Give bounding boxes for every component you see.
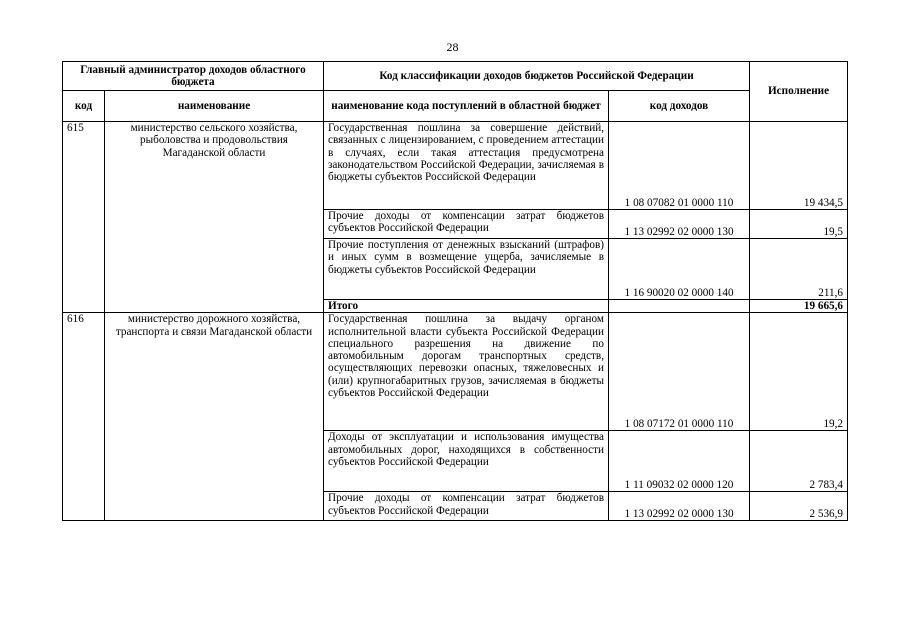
header-income-name: наименование кода поступлений в областной бюджет [324,91,609,122]
total-label: Итого [324,300,609,313]
amount: 2 783,4 [750,431,848,492]
income-description: Прочие поступления от денежных взысканий (штрафов) и иных сумм в возмещение ущерба, зачисляемые в бюджеты субъектов Российской Федерации [324,239,609,300]
income-code: 1 16 90020 02 0000 140 [609,239,750,300]
total-amount: 19 665,6 [750,300,848,313]
header-income-code: код доходов [609,91,750,122]
header-code: код [63,91,105,122]
header-name: наименование [105,91,324,122]
income-description: Государственная пошлина за выдачу органом исполнительной власти субъекта Российской Федерации специального разрешения на движение по автомобильным дорогам транспортных средств, осуществляющих перевозки опасных, тяжеловесных и (или) крупногабаритных грузов, зачисляемая в бюджеты субъектов Российской Федерации [324,313,609,431]
admin-name: министерство дорожного хозяйства, транспорта и связи Магаданской области [105,313,324,521]
amount: 19,2 [750,313,848,431]
table-row [63,313,848,431]
page-number: 28 [446,40,459,54]
income-description: Прочие доходы от компенсации затрат бюджетов субъектов Российской Федерации [324,492,609,521]
income-code: 1 13 02992 02 0000 130 [609,492,750,521]
table-row [63,122,848,210]
income-description: Государственная пошлина за совершение действий, связанных с лицензированием, с проведением аттестации в случаях, если такая аттестация предусмотрена законодательством Российской Федерации, зачисляемая в бюджеты субъектов Российской Федерации [324,122,609,210]
amount: 211,6 [750,239,848,300]
income-code: 1 08 07172 01 0000 110 [609,313,750,431]
admin-code: 616 [63,313,105,521]
amount: 19,5 [750,210,848,239]
amount: 19 434,5 [750,122,848,210]
header-admin-group: Главный администратор доходов областного бюджета [63,62,324,91]
income-code: 1 08 07082 01 0000 110 [609,122,750,210]
admin-name: министерство сельского хозяйства, рыболовства и продовольствия Магаданской области [105,122,324,313]
amount: 2 536,9 [750,492,848,521]
header-classification-group: Код классификации доходов бюджетов Российской Федерации [324,62,750,91]
income-code: 1 11 09032 02 0000 120 [609,431,750,492]
income-description: Прочие доходы от компенсации затрат бюджетов субъектов Российской Федерации [324,210,609,239]
admin-code: 615 [63,122,105,313]
income-description: Доходы от эксплуатации и использования имущества автомобильных дорог, находящихся в собственности субъектов Российской Федерации [324,431,609,492]
header-execution: Исполнение [750,62,848,122]
income-table [62,61,848,521]
income-code: 1 13 02992 02 0000 130 [609,210,750,239]
